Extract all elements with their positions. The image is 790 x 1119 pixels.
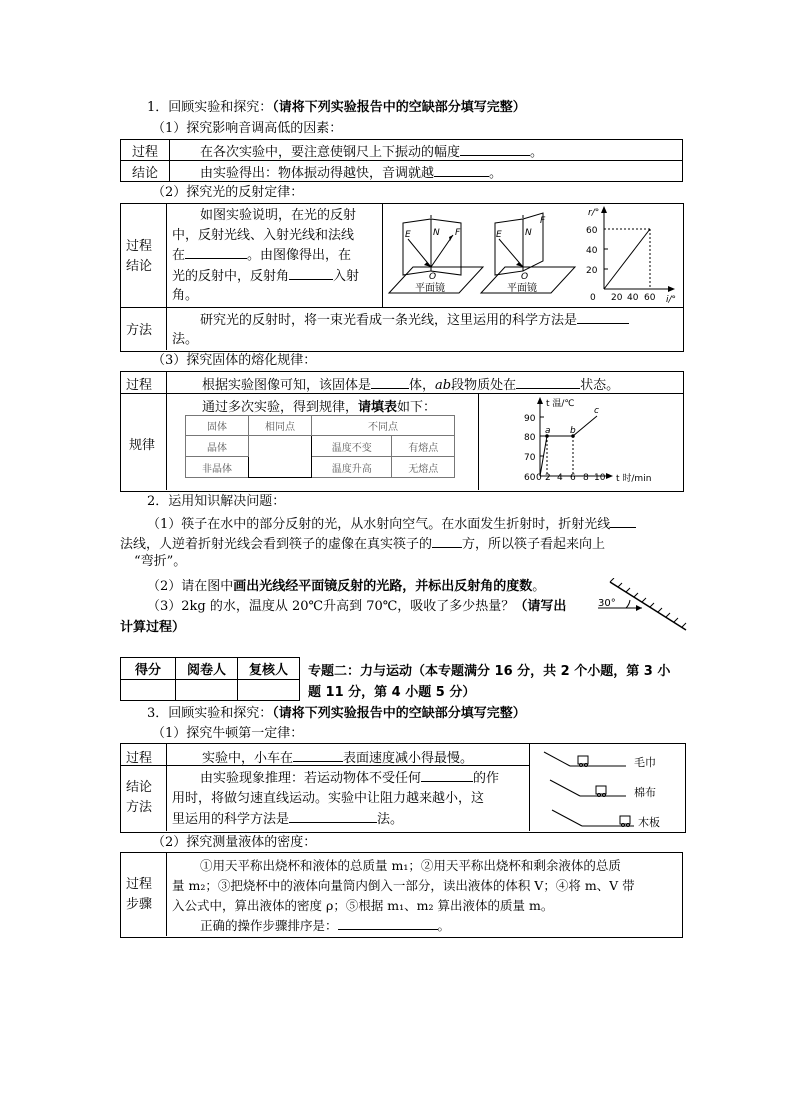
q2-p1-line3: “弯折”。 — [134, 554, 187, 569]
svg-text:20: 20 — [611, 293, 623, 303]
melting-graph — [500, 396, 680, 488]
q2-p3-line2: 计算过程） — [120, 620, 186, 635]
newton-process-text: 实验中，小车在 表面速度减小得最慢。 — [202, 747, 473, 766]
q1-title: 1．回顾实验和探究：（请将下列实验报告中的空缺部分填写完整） — [147, 100, 526, 115]
svg-text:E: E — [496, 230, 502, 240]
svg-text:b: b — [570, 426, 576, 436]
svg-text:4: 4 — [557, 473, 563, 483]
svg-text:t 温/℃: t 温/℃ — [546, 399, 575, 409]
svg-text:6: 6 — [570, 473, 576, 483]
density-steps-label: 过程 步骤 — [126, 877, 153, 912]
svg-text:i/°: i/° — [666, 295, 677, 305]
blank-refraction-direction[interactable] — [610, 514, 636, 528]
reflection-text: 如图实验说明，在光的反射 中，反射光线、入射光线和法线 在 。由图像得出，在 光的反射中，反射角 入射 角。 — [172, 208, 360, 303]
svg-text:70: 70 — [524, 453, 536, 463]
svg-text:毛巾: 毛巾 — [634, 756, 656, 769]
svg-text:0: 0 — [590, 293, 596, 303]
svg-text:40: 40 — [627, 293, 639, 303]
svg-text:N: N — [433, 228, 440, 238]
topic2-heading: 专题二：力与运动（本专题满分 16 分，共 2 个小题，第 3 小 题 11 分，第 4 小题 5 分） — [308, 664, 671, 700]
svg-text:8: 8 — [583, 473, 589, 483]
q1-s1-heading: （1）探究影响音调高低的因素： — [152, 121, 343, 136]
svg-text:N: N — [525, 228, 532, 238]
svg-text:O: O — [429, 272, 437, 282]
q2-title: 2．运用知识解决问题： — [147, 494, 286, 509]
svg-text:2: 2 — [545, 473, 551, 483]
reviewer-cell[interactable] — [238, 680, 300, 701]
pitch-conclusion-cell: 由实验得出：物体振动得越快，音调就越 。 — [170, 161, 683, 182]
svg-text:10: 10 — [594, 473, 606, 483]
svg-text:60: 60 — [524, 473, 536, 483]
blank-force[interactable] — [421, 768, 473, 782]
table-pitch — [120, 139, 683, 182]
reflection-label: 过程 结论 — [126, 239, 153, 274]
reflection-angle-graph — [582, 205, 680, 305]
q1-s2-heading: （2）探究光的反射定律： — [152, 185, 304, 200]
method-label: 方法 — [126, 323, 153, 338]
blank-common-point[interactable] — [249, 436, 312, 478]
svg-text:平面镜: 平面镜 — [507, 283, 537, 294]
blank-plane[interactable] — [185, 245, 247, 259]
svg-text:F: F — [540, 216, 546, 226]
svg-text:30°: 30° — [598, 598, 616, 609]
newton-conclusion-label: 结论 方法 — [126, 780, 153, 815]
blank-pitch[interactable] — [434, 163, 489, 177]
q2-p1-line1: （1）筷子在水中的部分反射的光，从水射向空气。在水面发生折射时，折射光线 — [147, 514, 636, 534]
svg-text:80: 80 — [524, 433, 536, 443]
svg-text:0: 0 — [536, 473, 542, 483]
svg-text:t 时/min: t 时/min — [616, 474, 652, 484]
blank-step-order[interactable] — [338, 916, 438, 930]
q2-p2: （2）请在图中画出光线经平面镜反射的光路，并标出反射角的度数。 — [147, 579, 546, 594]
svg-text:20: 20 — [586, 266, 598, 276]
melting-process-label: 过程 — [126, 378, 153, 393]
reflection-experiment-figure — [383, 205, 583, 307]
mirror-figure — [596, 578, 690, 638]
blank-amplitude[interactable] — [460, 142, 530, 156]
melting-rule-text: 通过多次实验，得到规律，请填表如下： — [202, 400, 437, 415]
blank-surface[interactable] — [293, 748, 343, 762]
svg-text:E: E — [405, 230, 411, 240]
q1-s3-heading: （3）探究固体的熔化规律： — [152, 353, 317, 368]
q2-p1-line2: 法线，人逆着折射光线会看到筷子的虚像在真实筷子的 方，所以筷子看起来向上 — [120, 534, 605, 554]
blank-science-method[interactable] — [289, 809, 377, 823]
pitch-process-cell: 在各次实验中，要注意使钢尺上下振动的幅度 。 — [170, 140, 683, 161]
blank-image-position[interactable] — [432, 534, 462, 548]
svg-text:棉布: 棉布 — [634, 786, 656, 799]
surfaces-figure — [540, 746, 680, 830]
svg-text:平面镜: 平面镜 — [415, 283, 445, 294]
svg-text:F: F — [455, 228, 461, 238]
row-label-conclusion: 结论 — [121, 161, 170, 182]
svg-text:O: O — [521, 272, 529, 282]
q2-p3-line1: （3）2kg 的水，温度从 20℃升高到 70℃，吸收了多少热量？（请写出 — [147, 599, 567, 614]
newton-process-label: 过程 — [126, 751, 153, 766]
blank-solid-type[interactable] — [371, 375, 409, 389]
melting-rule-label: 规律 — [129, 438, 156, 453]
blank-angle-relation[interactable] — [289, 266, 333, 280]
svg-text:40: 40 — [586, 246, 598, 256]
svg-text:c: c — [594, 406, 599, 416]
density-steps-text: ①用天平称出烧杯和液体的总质量 m₁；②用天平称出烧杯和剩余液体的总质 量 m₂；③把烧杯中的液体向量筒内倒入一部分，读出液体的体积 V；④将 m、V 带 入公式中，算出液体的密度 ρ；⑤根据 m₁、m₂ 算出液体的质量 m。 正确的操作步骤排序是： 。 — [172, 858, 635, 933]
blank-state[interactable] — [516, 375, 580, 389]
melting-process-text: 根据实验图像可知，该固体是 体，ab段物质处在 状态。 — [202, 374, 619, 393]
score-cell[interactable] — [121, 680, 176, 701]
score-table: 得分 阅卷人 复核人 — [120, 657, 300, 701]
svg-text:60: 60 — [586, 226, 598, 236]
svg-text:90: 90 — [524, 414, 536, 424]
svg-text:r/°: r/° — [588, 208, 600, 218]
grader-cell[interactable] — [176, 680, 238, 701]
blank-method[interactable] — [577, 310, 629, 324]
svg-text:60: 60 — [644, 293, 656, 303]
newton-conclusion-text: 由实验现象推理：若运动物体不受任何 的作 用时，将做匀速直线运动。实验中让阻力越来越小，这 里运用的科学方法是 法。 — [172, 768, 499, 830]
q3-s1-heading: （1）探究牛顿第一定律： — [152, 726, 304, 741]
q3-title: 3．回顾实验和探究：（请将下列实验报告中的空缺部分填写完整） — [147, 706, 526, 721]
svg-text:木板: 木板 — [638, 816, 660, 829]
svg-text:a: a — [545, 426, 551, 436]
method-text: 研究光的反射时，将一束光看成一条光线，这里运用的科学方法是 法。 — [172, 310, 629, 349]
melting-comparison-table: 固体 相同点 不同点 晶体 温度不变 有熔点 非晶体 温度升高 无熔点 — [185, 415, 455, 478]
q3-s2-heading: （2）探究测量液体的密度： — [152, 835, 317, 850]
row-label-process: 过程 — [121, 140, 170, 161]
